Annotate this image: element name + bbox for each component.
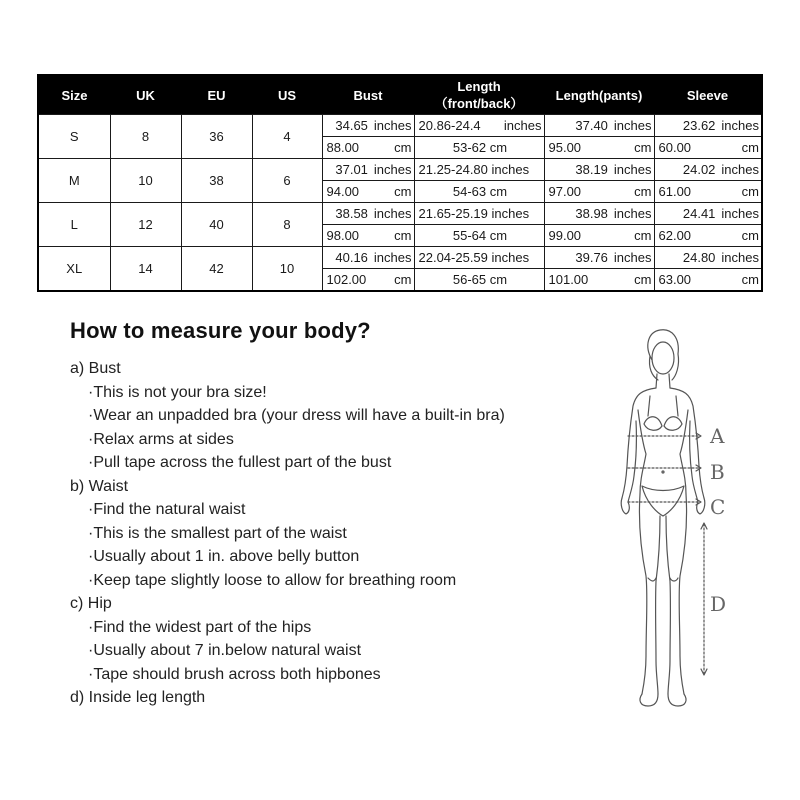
cell-bust-cm: [322, 181, 414, 203]
cell-pants-in-unit: inches: [613, 206, 652, 221]
cell-sleeve-cm: [654, 181, 762, 203]
cell-length-in: [414, 159, 544, 181]
cell-bust-cm-value: 102.00: [326, 272, 367, 287]
header-sleeve: Sleeve: [654, 75, 762, 115]
cell-us: 10: [252, 247, 322, 292]
cell-bust-cm-unit: cm: [394, 272, 412, 287]
measurement-lines: [628, 436, 704, 674]
cell-length-cm: [414, 225, 544, 247]
cell-sleeve-cm: [654, 269, 762, 292]
header-length-line2: （front/back）: [434, 96, 524, 111]
cell-size: M: [38, 159, 110, 203]
cell-bust-cm: [322, 137, 414, 159]
measure-guide: [70, 357, 590, 710]
cell-sleeve-in: [654, 159, 762, 181]
cell-size: XL: [38, 247, 110, 292]
cell-us: 4: [252, 115, 322, 159]
cell-bust-in-value: 40.16: [335, 250, 368, 265]
cell-pants-in: [544, 159, 654, 181]
label-c: C: [710, 495, 726, 519]
cell-size: S: [38, 115, 110, 159]
body-measurement-figure: [600, 326, 740, 716]
cell-sleeve-in-unit: inches: [721, 162, 759, 177]
cell-size: L: [38, 203, 110, 247]
guide-tip: ·Keep tape slightly loose to allow for breathing room: [88, 571, 457, 589]
cell-bust-in-unit: inches: [373, 118, 412, 133]
cell-eu: 40: [181, 203, 252, 247]
cell-sleeve-in-value: 24.02: [682, 162, 716, 177]
cell-bust-in: [322, 115, 414, 137]
cell-eu: 42: [181, 247, 252, 292]
size-chart-table: [37, 74, 763, 292]
cell-bust-in: [322, 247, 414, 269]
table-header-row: [38, 75, 762, 115]
cell-bust-cm-value: 98.00: [326, 228, 360, 243]
cell-bust-cm-unit: cm: [394, 184, 412, 199]
cell-sleeve-in-value: 24.41: [682, 206, 716, 221]
cell-eu: 38: [181, 159, 252, 203]
cell-pants-in: [544, 115, 654, 137]
cell-bust-in-value: 34.65: [335, 118, 368, 133]
cell-length-cm-value: 54-63 cm: [452, 184, 508, 199]
cell-sleeve-cm-unit: cm: [741, 228, 759, 243]
cell-us: 6: [252, 159, 322, 203]
cell-bust-cm: [322, 225, 414, 247]
cell-pants-cm-value: 95.00: [548, 140, 582, 155]
cell-us: 8: [252, 203, 322, 247]
cell-pants-cm: [544, 269, 654, 292]
cell-pants-cm-value: 99.00: [548, 228, 582, 243]
guide-tip: ·This is the smallest part of the waist: [88, 524, 347, 542]
cell-sleeve-cm-unit: cm: [741, 272, 759, 287]
cell-sleeve-cm-value: 62.00: [658, 228, 692, 243]
cell-sleeve-cm-unit: cm: [741, 140, 759, 155]
measure-title: How to measure your body?: [70, 318, 371, 343]
cell-sleeve-in-value: 24.80: [682, 250, 716, 265]
cell-pants-in-unit: inches: [613, 162, 652, 177]
cell-sleeve-in-value: 23.62: [682, 118, 716, 133]
header-size: Size: [38, 75, 110, 115]
table-row: [38, 115, 762, 137]
cell-sleeve-cm: [654, 137, 762, 159]
header-us: US: [252, 75, 322, 115]
cell-length-in-value: 21.25-24.80 inches: [418, 162, 530, 177]
cell-bust-in: [322, 203, 414, 225]
guide-tip: ·Tape should brush across both hipbones: [88, 665, 381, 683]
cell-length-cm: [414, 269, 544, 292]
cell-pants-cm-value: 97.00: [548, 184, 582, 199]
guide-tip: ·Find the widest part of the hips: [88, 618, 312, 636]
guide-tip: ·This is not your bra size!: [88, 383, 267, 401]
cell-length-cm: [414, 137, 544, 159]
cell-sleeve-in: [654, 247, 762, 269]
cell-pants-cm: [544, 225, 654, 247]
cell-bust-in-unit: inches: [373, 162, 412, 177]
guide-tip: ·Pull tape across the fullest part of the bust: [88, 454, 392, 471]
cell-pants-cm-value: 101.00: [548, 272, 589, 287]
cell-bust-in-unit: inches: [373, 250, 412, 265]
cell-bust-in-value: 38.58: [335, 206, 368, 221]
cell-bust-cm-unit: cm: [394, 140, 412, 155]
cell-pants-cm: [544, 137, 654, 159]
cell-pants-in: [544, 203, 654, 225]
cell-sleeve-in-unit: inches: [721, 250, 759, 265]
cell-length-in: [414, 115, 544, 137]
label-b: B: [710, 460, 725, 484]
cell-pants-cm-unit: cm: [634, 272, 652, 287]
guide-section-heading: a) Bust: [70, 360, 121, 377]
cell-sleeve-cm-value: 60.00: [658, 140, 692, 155]
guide-section-heading: d) Inside leg length: [70, 689, 206, 706]
cell-bust-in-unit: inches: [373, 206, 412, 221]
cell-length-in-value: 20.86-24.4: [418, 118, 481, 133]
cell-length-cm-value: 55-64 cm: [452, 228, 508, 243]
cell-pants-cm-unit: cm: [634, 184, 652, 199]
header-eu: EU: [181, 75, 252, 115]
cell-length-in: [414, 203, 544, 225]
cell-pants-cm-unit: cm: [634, 140, 652, 155]
cell-uk: 10: [110, 159, 181, 203]
cell-length-cm: [414, 181, 544, 203]
guide-tip: ·Wear an unpadded bra (your dress will have a built-in bra): [88, 407, 505, 424]
guide-tip: ·Relax arms at sides: [88, 430, 234, 448]
cell-sleeve-in: [654, 115, 762, 137]
cell-sleeve-in: [654, 203, 762, 225]
cell-eu: 36: [181, 115, 252, 159]
arrow-heads: [696, 433, 707, 675]
cell-bust-cm-unit: cm: [394, 228, 412, 243]
table-row: [38, 247, 762, 269]
guide-section-heading: c) Hip: [70, 595, 112, 612]
cell-length-cm-value: 53-62 cm: [452, 140, 508, 155]
label-a: A: [710, 424, 725, 448]
table-row: [38, 159, 762, 181]
label-d: D: [710, 592, 727, 616]
cell-pants-in: [544, 247, 654, 269]
cell-pants-in-value: 38.19: [575, 162, 608, 177]
cell-length-in-value: 22.04-25.59 inches: [418, 250, 530, 265]
cell-sleeve-in-unit: inches: [721, 206, 759, 221]
body-outline: [621, 330, 705, 706]
cell-bust-in-value: 37.01: [335, 162, 368, 177]
cell-uk: 12: [110, 203, 181, 247]
cell-pants-in-value: 39.76: [575, 250, 608, 265]
cell-uk: 14: [110, 247, 181, 292]
cell-length-cm-value: 56-65 cm: [452, 272, 508, 287]
cell-uk: 8: [110, 115, 181, 159]
cell-bust-cm-value: 88.00: [326, 140, 360, 155]
cell-pants-in-unit: inches: [613, 118, 652, 133]
header-pants: Length(pants): [544, 75, 654, 115]
cell-bust-in: [322, 159, 414, 181]
cell-sleeve-cm-unit: cm: [741, 184, 759, 199]
guide-tip: ·Find the natural waist: [88, 501, 246, 518]
cell-pants-in-unit: inches: [613, 250, 652, 265]
cell-bust-cm: [322, 269, 414, 292]
header-bust: Bust: [322, 75, 414, 115]
cell-pants-in-value: 37.40: [575, 118, 608, 133]
cell-pants-cm: [544, 181, 654, 203]
cell-pants-cm-unit: cm: [634, 228, 652, 243]
cell-sleeve-in-unit: inches: [721, 118, 759, 133]
header-uk: UK: [110, 75, 181, 115]
cell-sleeve-cm-value: 63.00: [658, 272, 692, 287]
cell-sleeve-cm: [654, 225, 762, 247]
guide-tip: ·Usually about 1 in. above belly button: [88, 548, 360, 565]
cell-sleeve-cm-value: 61.00: [658, 184, 692, 199]
cell-length-in: [414, 247, 544, 269]
guide-section-heading: b) Waist: [70, 477, 129, 495]
cell-pants-in-value: 38.98: [575, 206, 608, 221]
table-row: [38, 203, 762, 225]
cell-length-in-value: 21.65-25.19 inches: [418, 206, 530, 221]
header-length: [414, 75, 544, 115]
guide-tip: ·Usually about 7 in.below natural waist: [88, 642, 362, 659]
header-length-line1: Length: [457, 79, 501, 94]
cell-bust-cm-value: 94.00: [326, 184, 360, 199]
cell-length-in-unit: inches: [503, 118, 542, 133]
